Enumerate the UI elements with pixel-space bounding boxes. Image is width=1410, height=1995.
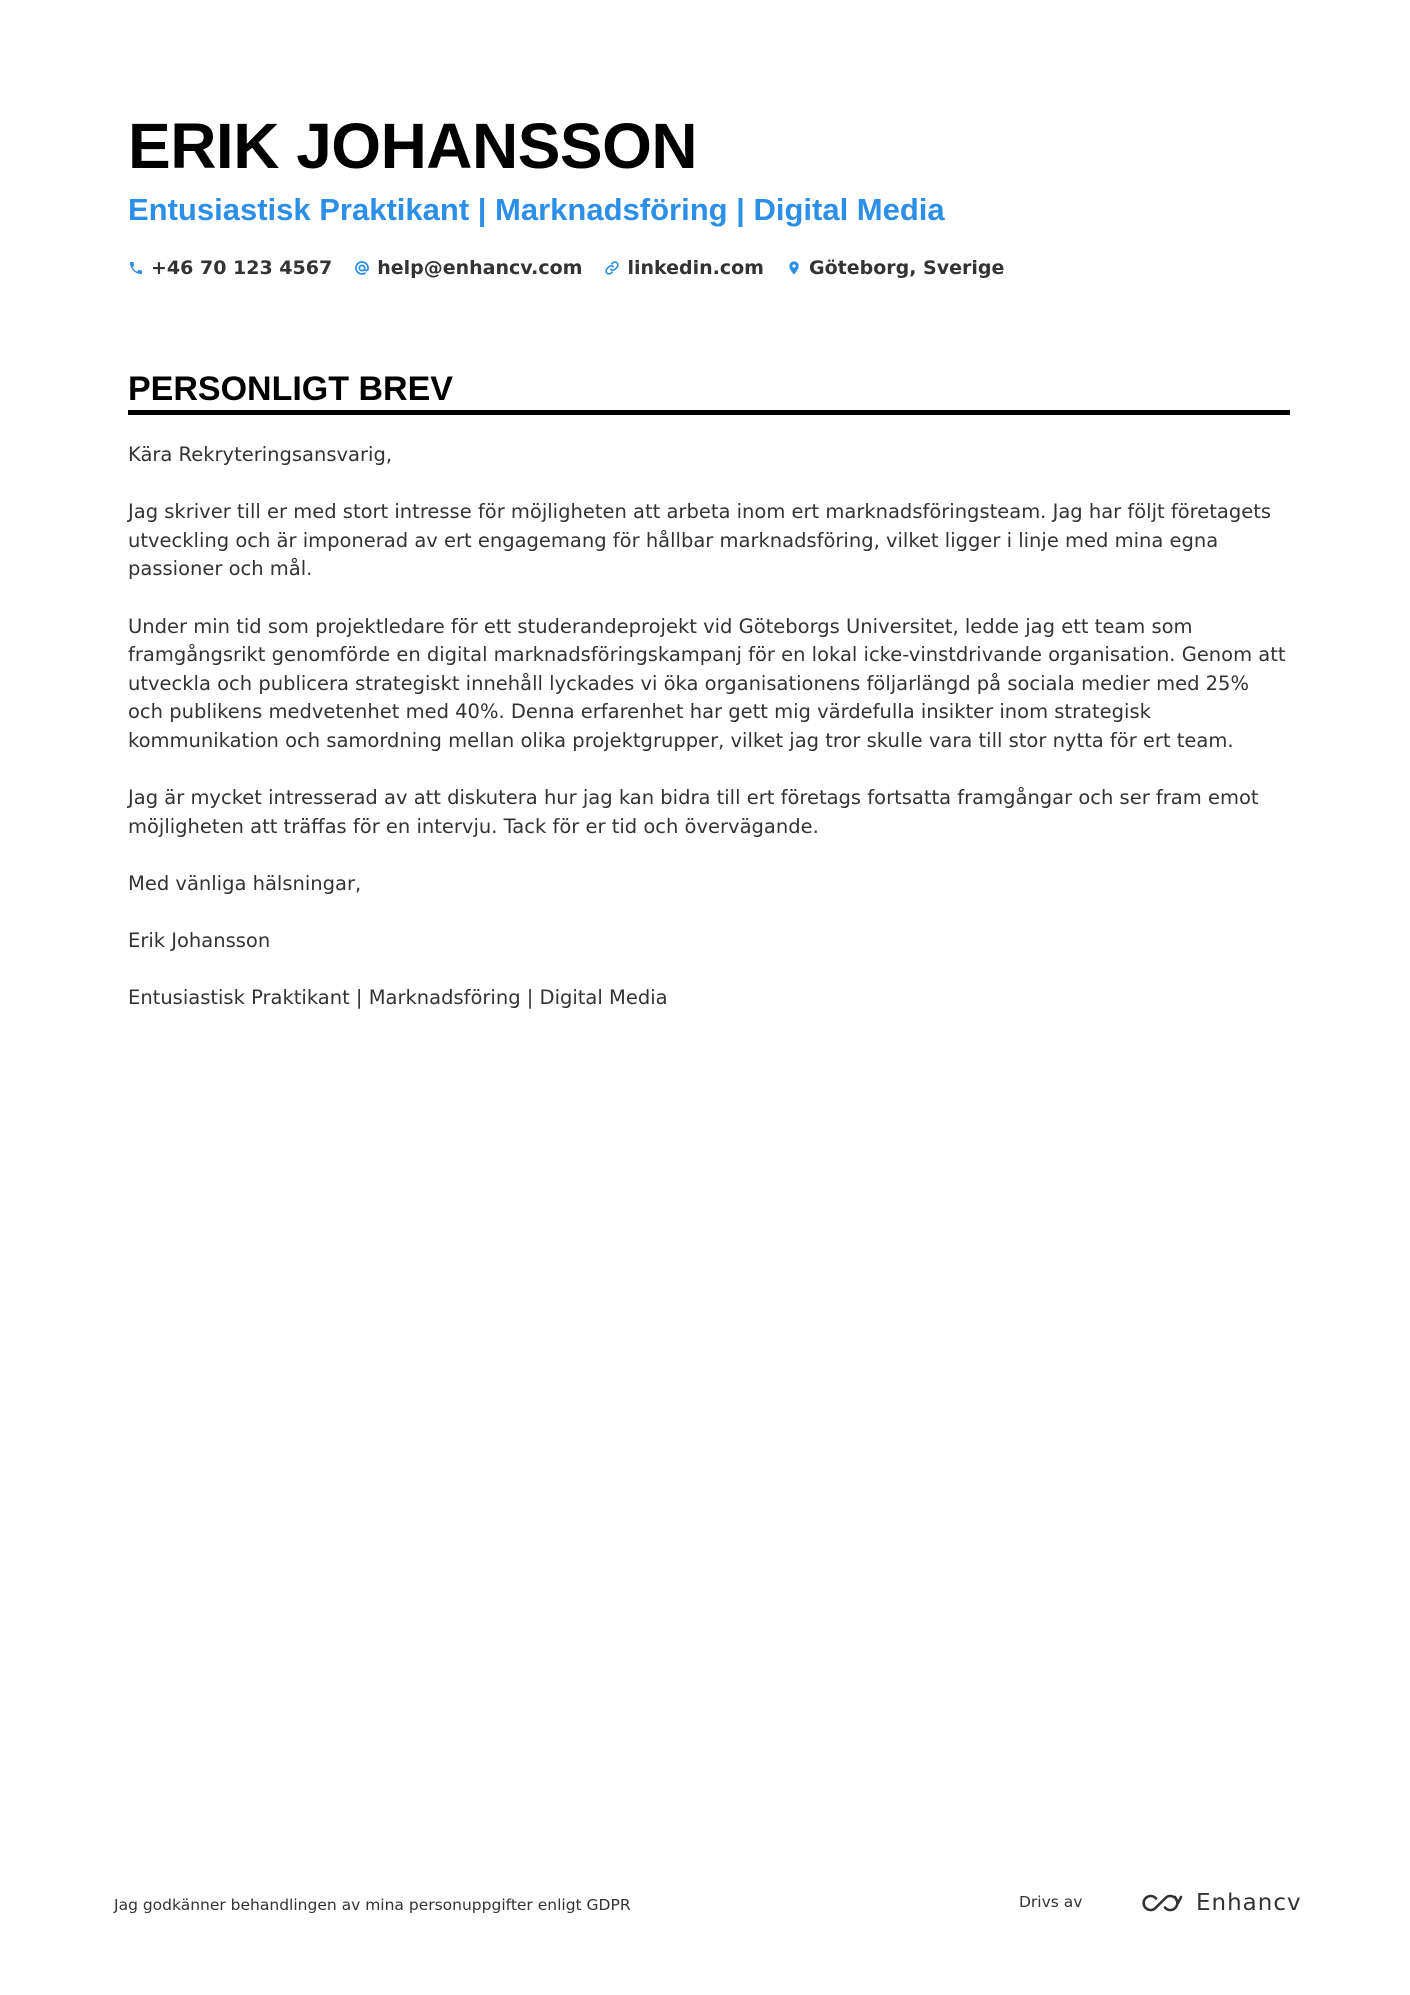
email-text[interactable]: help@enhancv.com xyxy=(377,257,583,279)
phone-icon xyxy=(128,260,144,276)
contact-phone xyxy=(128,257,332,279)
location-pin-icon xyxy=(786,260,802,276)
contact-bar xyxy=(128,253,1026,283)
contact-email xyxy=(354,257,582,279)
at-icon xyxy=(354,260,370,276)
letter-closing: Med vänliga hälsningar, xyxy=(128,871,362,895)
contact-location xyxy=(786,257,1004,279)
section-divider xyxy=(128,410,1290,415)
signature-title: Entusiastisk Praktikant | Marknadsföring | Digital Media xyxy=(128,986,668,1010)
letter-paragraph: Under min tid som projektledare för ett studerandeprojekt vid Göteborgs Universitet, ledde jag ett team som framgångsrikt genomförde en digital marknadsföringskampanj för en lokal icke-vinstdrivande organisation. Genom att utveckla och publicera strategiskt innehåll lyckades vi öka organisationens följarlängd på sociala medier med 25% och publikens medvetenhet med 40%. Denna erfarenhet har gett mig värdefulla insikter inom strategisk kommunikation och samordning mellan olika projektgrupper, vilket jag tror skulle vara till stor nytta för ert team. xyxy=(128,614,1286,752)
applicant-name: ERIK JOHANSSON xyxy=(128,110,698,182)
letter-greeting: Kära Rekryteringsansvarig, xyxy=(128,443,393,466)
letter-body xyxy=(128,441,1288,1041)
enhancv-logo[interactable] xyxy=(1138,1886,1302,1920)
location-text: Göteborg, Sverige xyxy=(808,257,1005,279)
linkedin-text[interactable]: linkedin.com xyxy=(627,257,764,279)
link-icon xyxy=(604,260,620,276)
signature-name: Erik Johansson xyxy=(128,929,271,953)
letter-paragraph: Jag skriver till er med stort intresse för möjligheten att arbeta inom ert marknadsföringsteam. Jag har följt företagets utveckling och är imponerad av ert engagemang för hållbar marknadsföring, vilket ligger i linje med mina egna passioner och mål. xyxy=(128,500,1272,581)
applicant-tagline: Entusiastisk Praktikant | Marknadsföring | Digital Media xyxy=(128,192,945,227)
powered-by-label: Drivs av xyxy=(1019,1893,1083,1911)
contact-linkedin xyxy=(604,257,764,279)
phone-text[interactable]: +46 70 123 4567 xyxy=(151,257,333,279)
section-title: PERSONLIGT BREV xyxy=(128,370,453,408)
enhancv-logo-icon xyxy=(1138,1890,1184,1916)
gdpr-consent-text: Jag godkänner behandlingen av mina personuppgifter enligt GDPR xyxy=(114,1896,631,1914)
letter-paragraph: Jag är mycket intresserad av att diskutera hur jag kan bidra till ert företags fortsatta framgångar och ser fram emot möjligheten att träffas för en intervju. Tack för er tid och övervägande. xyxy=(128,786,1259,838)
brand-name: Enhancv xyxy=(1196,1890,1302,1916)
